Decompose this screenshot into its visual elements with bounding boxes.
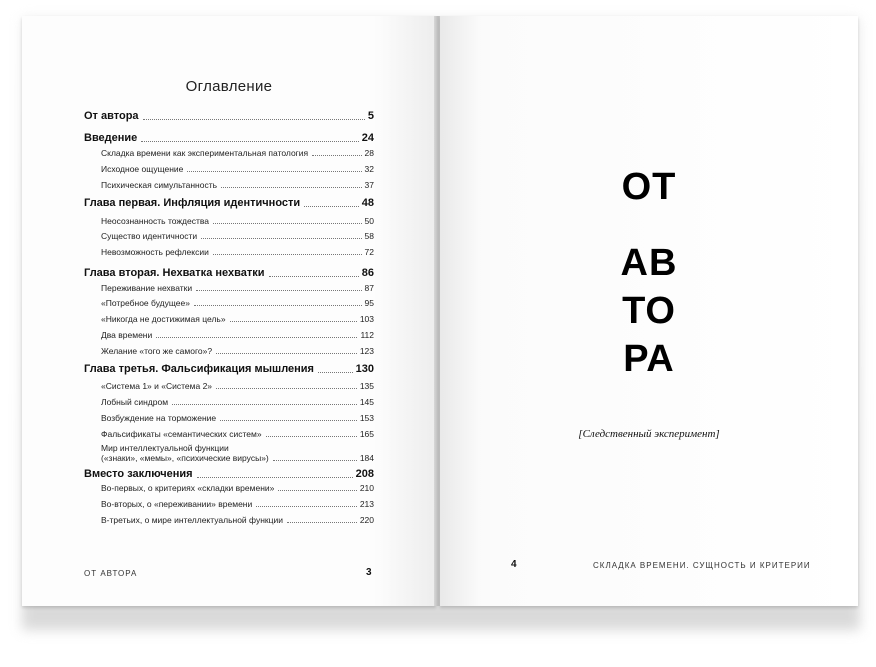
toc-entry-page: 153 — [359, 413, 374, 423]
toc-entry-page: 135 — [359, 381, 374, 391]
toc-dot-leader — [213, 223, 362, 224]
toc-section-entry — [84, 331, 374, 341]
toc-entry-page: 72 — [364, 247, 374, 257]
toc-dot-leader — [141, 141, 358, 142]
toc-section-entry — [84, 414, 374, 424]
toc-entry-page: 86 — [361, 267, 374, 279]
toc-dot-leader — [216, 388, 357, 389]
toc-dot-leader — [273, 460, 357, 461]
toc-dot-leader — [304, 206, 359, 207]
toc-section-entry — [84, 248, 374, 258]
toc-entry-page: 103 — [359, 314, 374, 324]
toc-entry-page: 58 — [364, 231, 374, 241]
toc-dot-leader — [230, 321, 357, 322]
toc-section-entry — [84, 217, 374, 227]
toc-section-entry — [84, 299, 374, 309]
toc-entry-title: Во-первых, о критериях «складки времени» — [101, 483, 275, 493]
toc-entry-page: 130 — [355, 363, 374, 375]
toc-dot-leader — [197, 477, 353, 478]
toc-section-entry — [84, 430, 374, 440]
toc-section-entry — [84, 284, 374, 294]
toc-entry-title: Лобный синдром — [101, 397, 169, 407]
left-page — [22, 16, 436, 606]
toc-dot-leader — [256, 506, 357, 507]
toc-entry-title: «Никогда не достижимая цель» — [101, 314, 226, 324]
toc-section-entry — [84, 382, 374, 392]
toc-entry-page: 87 — [364, 283, 374, 293]
toc-chapter-entry — [84, 363, 374, 376]
toc-dot-leader — [172, 404, 357, 405]
toc-entry-page: 112 — [360, 330, 374, 340]
right-running-footer: СКЛАДКА ВРЕМЕНИ. СУЩНОСТЬ И КРИТЕРИИ — [593, 561, 811, 570]
left-page-number: 3 — [366, 567, 372, 578]
toc-section-entry — [84, 398, 374, 408]
toc-section-entry — [84, 500, 374, 510]
toc-entry-title: Два времени — [101, 330, 153, 340]
toc-dot-leader — [278, 490, 356, 491]
toc-entry-title: Исходное ощущение — [101, 164, 184, 174]
title-word-3: ТО — [622, 290, 676, 332]
toc-entry-title: Глава третья. Фальсификация мышления — [84, 363, 314, 375]
toc-chapter-entry — [84, 468, 374, 481]
toc-entry-title: Введение — [84, 132, 138, 144]
toc-entry-page: 165 — [359, 429, 374, 439]
toc-entry-page: 208 — [355, 468, 374, 480]
toc-entry-title: В-третьих, о мире интеллектуальной функции — [101, 515, 283, 525]
toc-entry-page: 32 — [364, 164, 374, 174]
toc-entry-page: 28 — [364, 148, 374, 158]
toc-entry-page: 220 — [359, 515, 374, 525]
toc-entry-title: «Система 1» и «Система 2» — [101, 381, 213, 391]
toc-entry-page: 48 — [361, 197, 374, 209]
toc-section-entry — [84, 444, 374, 464]
toc-dot-leader — [220, 420, 357, 421]
toc-entry-page: 95 — [364, 298, 374, 308]
toc-dot-leader — [194, 305, 362, 306]
toc-entry-title: Во-вторых, о «переживании» времени — [101, 499, 253, 509]
toc-entry-page: 213 — [359, 499, 374, 509]
toc-dot-leader — [196, 290, 361, 291]
toc-entry-title: Мир интеллектуальной функции («знаки», «мемы», «психические вирусы») — [101, 443, 269, 463]
toc-entry-title: Глава первая. Инфляция идентичности — [84, 197, 301, 209]
toc-entry-page: 145 — [359, 397, 374, 407]
toc-section-entry — [84, 516, 374, 526]
toc-section-entry — [84, 149, 374, 159]
title-word-4: РА — [623, 338, 675, 380]
toc-entry-title: Невозможность рефлексии — [101, 247, 209, 257]
chapter-subtitle: [Следственный эксперимент] — [578, 428, 720, 440]
toc-chapter-entry — [84, 267, 374, 280]
toc-entry-title: Вместо заключения — [84, 468, 193, 480]
right-page-number: 4 — [511, 559, 517, 570]
toc-chapter-entry — [84, 110, 374, 123]
toc-entry-title: Переживание нехватки — [101, 283, 193, 293]
toc-dot-leader — [201, 238, 361, 239]
toc-entry-page: 37 — [364, 180, 374, 190]
toc-dot-leader — [312, 155, 361, 156]
toc-entry-page: 123 — [359, 346, 374, 356]
toc-dot-leader — [187, 171, 361, 172]
toc-dot-leader — [156, 337, 357, 338]
toc-chapter-entry — [84, 197, 374, 210]
toc-entry-title: Неосознанность тождества — [101, 216, 210, 226]
toc-dot-leader — [216, 353, 357, 354]
toc-entry-title: Психическая симультанность — [101, 180, 218, 190]
toc-entry-page: 210 — [359, 483, 374, 493]
toc-dot-leader — [213, 254, 362, 255]
toc-entry-page: 184 — [359, 452, 374, 463]
toc-chapter-entry — [84, 132, 374, 145]
toc-entry-title: Фальсификаты «семантических систем» — [101, 429, 262, 439]
toc-section-entry — [84, 347, 374, 357]
title-word-2: АВ — [620, 242, 678, 284]
toc-title: Оглавление — [185, 78, 273, 95]
toc-entry-title: Возбуждение на торможение — [101, 413, 217, 423]
toc-dot-leader — [287, 522, 357, 523]
toc-dot-leader — [318, 372, 353, 373]
toc-entry-title: Глава вторая. Нехватка нехватки — [84, 267, 265, 279]
title-word-1: ОТ — [621, 166, 677, 208]
toc-section-entry — [84, 165, 374, 175]
toc-section-entry — [84, 484, 374, 494]
toc-dot-leader — [221, 187, 361, 188]
toc-entry-title: Складка времени как экспериментальная патология — [101, 148, 309, 158]
toc-entry-title: «Потребное будущее» — [101, 298, 190, 308]
toc-entry-page: 50 — [364, 216, 374, 226]
toc-dot-leader — [269, 276, 359, 277]
toc-entry-title: Существо идентичности — [101, 231, 198, 241]
left-running-footer: ОТ АВТОРА — [84, 569, 138, 578]
toc-entry-title: От автора — [84, 110, 139, 122]
toc-dot-leader — [143, 119, 365, 120]
toc-entry-title: Желание «того же самого»? — [101, 346, 213, 356]
toc-section-entry — [84, 315, 374, 325]
toc-section-entry — [84, 232, 374, 242]
toc-entry-page: 5 — [367, 110, 374, 122]
toc-entry-page: 24 — [361, 132, 374, 144]
toc-dot-leader — [266, 436, 357, 437]
toc-section-entry — [84, 181, 374, 191]
